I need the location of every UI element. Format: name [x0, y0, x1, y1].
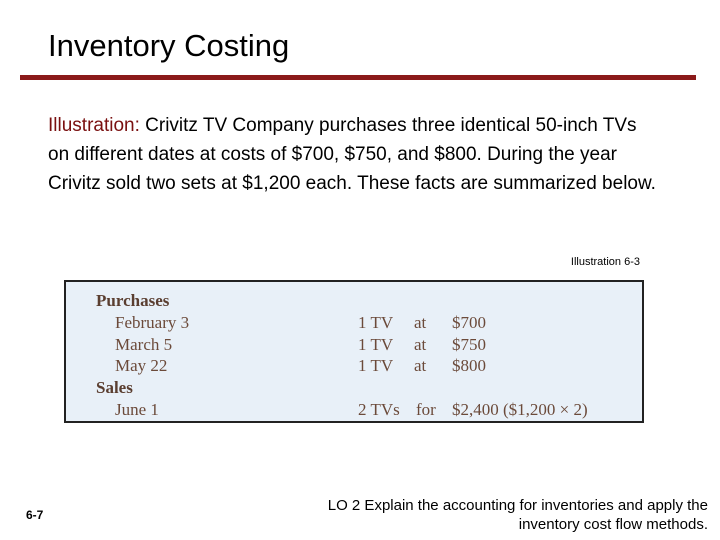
- row-date: March 5: [115, 335, 173, 354]
- sale-qty: 2 TVs: [358, 400, 400, 419]
- illustration-reference: Illustration 6-3: [570, 256, 640, 268]
- purchases-header: Purchases: [96, 291, 170, 310]
- summary-table: [64, 280, 644, 423]
- page-title: Inventory Costing: [48, 28, 290, 63]
- row-word: at: [414, 313, 427, 332]
- row-amount: $700: [452, 313, 486, 332]
- illustration-text: Crivitz TV Company purchases three identical 50-inch TVs on different dates at costs of $700, $750, and $800. During the year Crivitz sold two sets at $1,200 each. These facts are summarized below.: [48, 115, 656, 194]
- row-word: at: [414, 356, 427, 375]
- row-qty: 1 TV: [358, 313, 394, 332]
- page-number: 6-7: [26, 508, 44, 522]
- row-amount: $800: [452, 356, 486, 375]
- row-date: May 22: [115, 356, 168, 375]
- sale-date: June 1: [115, 400, 159, 419]
- sale-word: for: [416, 400, 436, 419]
- row-amount: $750: [452, 335, 486, 354]
- illustration-label: Illustration:: [48, 115, 140, 136]
- sale-amount: $2,400 ($1,200 × 2): [452, 400, 588, 419]
- row-qty: 1 TV: [358, 356, 394, 375]
- row-date: February 3: [115, 313, 190, 332]
- illustration-paragraph: [48, 111, 660, 198]
- row-qty: 1 TV: [358, 335, 394, 354]
- title-divider: [20, 75, 696, 80]
- row-word: at: [414, 335, 427, 354]
- learning-objective: LO 2 Explain the accounting for inventories and apply the inventory cost flow methods.: [327, 497, 708, 533]
- sales-header: Sales: [96, 378, 133, 397]
